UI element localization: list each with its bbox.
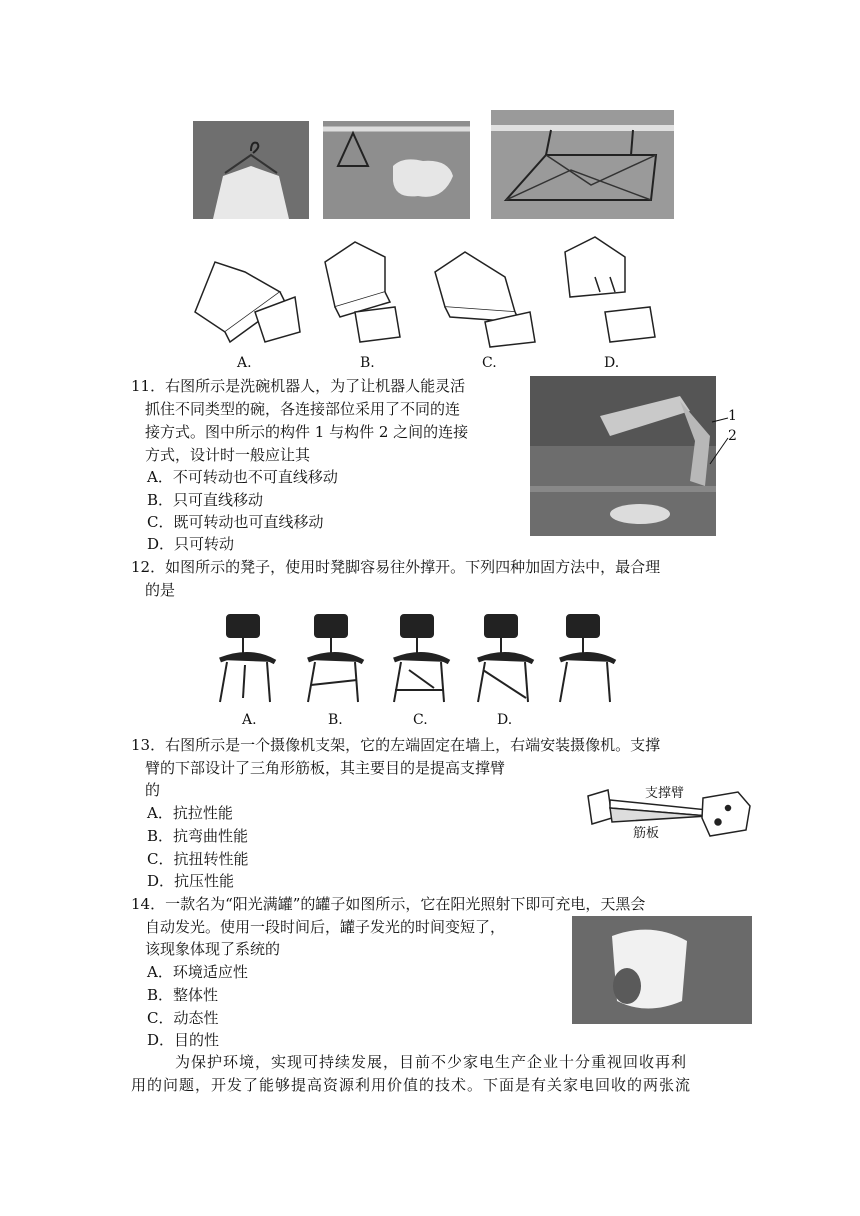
q12-stem-line1: 12．如图所示的凳子，使用时凳脚容易往外撑开。下列四种加固方法中，最合理	[131, 558, 661, 576]
q14-option-c: C．动态性	[147, 1009, 219, 1027]
q11-callout-2: 2	[728, 428, 737, 444]
hanger-cloth-photo	[323, 121, 470, 219]
stool-drawings	[215, 610, 645, 710]
q11-option-d: D．只可转动	[147, 535, 235, 553]
q13-stem-line1: 13．右图所示是一个摄像机支架，它的左端固定在墙上，右端安装摄像机。支撑	[131, 736, 661, 754]
q13-option-b: B．抗弯曲性能	[147, 827, 249, 845]
rack-hanger-photo	[491, 110, 674, 219]
q13-option-a: A．抗拉性能	[147, 804, 233, 822]
q13-stem-line2: 臂的下部设计了三角形筋板，其主要目的是提高支撑臂	[145, 759, 506, 777]
q11-stem-line4: 方式，设计时一般应让其	[145, 446, 311, 464]
q14-stem-line3: 该现象体现了系统的	[145, 940, 281, 958]
q11-stem-line2: 抓住不同类型的碗，各连接部位采用了不同的连	[145, 400, 461, 418]
q12-option-b: B.	[328, 712, 343, 728]
q12-option-a: A.	[242, 712, 257, 728]
q14-option-a: A．环境适应性	[147, 963, 248, 981]
q10-option-c: C.	[482, 355, 497, 371]
hanger-shirt-photo	[193, 121, 309, 219]
q13-option-d: D．抗压性能	[147, 872, 235, 890]
passage-line1: 为保护环境，实现可持续发展，目前不少家电生产企业十分重视回收再利	[175, 1053, 688, 1071]
q11-option-b: B．只可直线移动	[147, 491, 264, 509]
q13-stem-line3: 的	[145, 781, 161, 799]
q11-stem-line1: 11．右图所示是洗碗机器人，为了让机器人能灵活	[131, 377, 466, 395]
q10-option-d: D.	[604, 355, 620, 371]
q13-callout-rib-plate: 筋板	[633, 826, 660, 841]
q13-option-c: C．抗扭转性能	[147, 850, 249, 868]
q11-option-c: C．既可转动也可直线移动	[147, 513, 324, 531]
q12-stem-line2: 的是	[145, 581, 176, 599]
passage-line2: 用的问题，开发了能够提高资源利用价值的技术。下面是有关家电回收的两张流	[131, 1076, 692, 1094]
q14-stem-line1: 14．一款名为“阳光满罐”的罐子如图所示，它在阳光照射下即可充电，天黑会	[131, 895, 646, 913]
q12-option-c: C.	[413, 712, 428, 728]
q11-callout-1: 1	[728, 408, 737, 424]
q10-option-b: B.	[360, 355, 375, 371]
q11-callout-lines	[706, 412, 730, 472]
q11-stem-line3: 接方式。图中所示的构件 1 与构件 2 之间的连接	[145, 423, 469, 441]
dishwasher-robot-photo	[530, 376, 716, 536]
q14-option-b: B．整体性	[147, 986, 219, 1004]
q14-stem-line2: 自动发光。使用一段时间后，罐子发光的时间变短了，	[145, 918, 506, 936]
q10-option-a: A.	[237, 355, 252, 371]
q13-callout-support-arm: 支撑臂	[645, 786, 685, 801]
q11-option-a: A．不可转动也不可直线移动	[147, 468, 338, 486]
q14-option-d: D．目的性	[147, 1031, 220, 1049]
joint-option-drawings	[185, 232, 675, 354]
q12-option-d: D.	[497, 712, 513, 728]
sun-jar-photo	[572, 916, 752, 1024]
